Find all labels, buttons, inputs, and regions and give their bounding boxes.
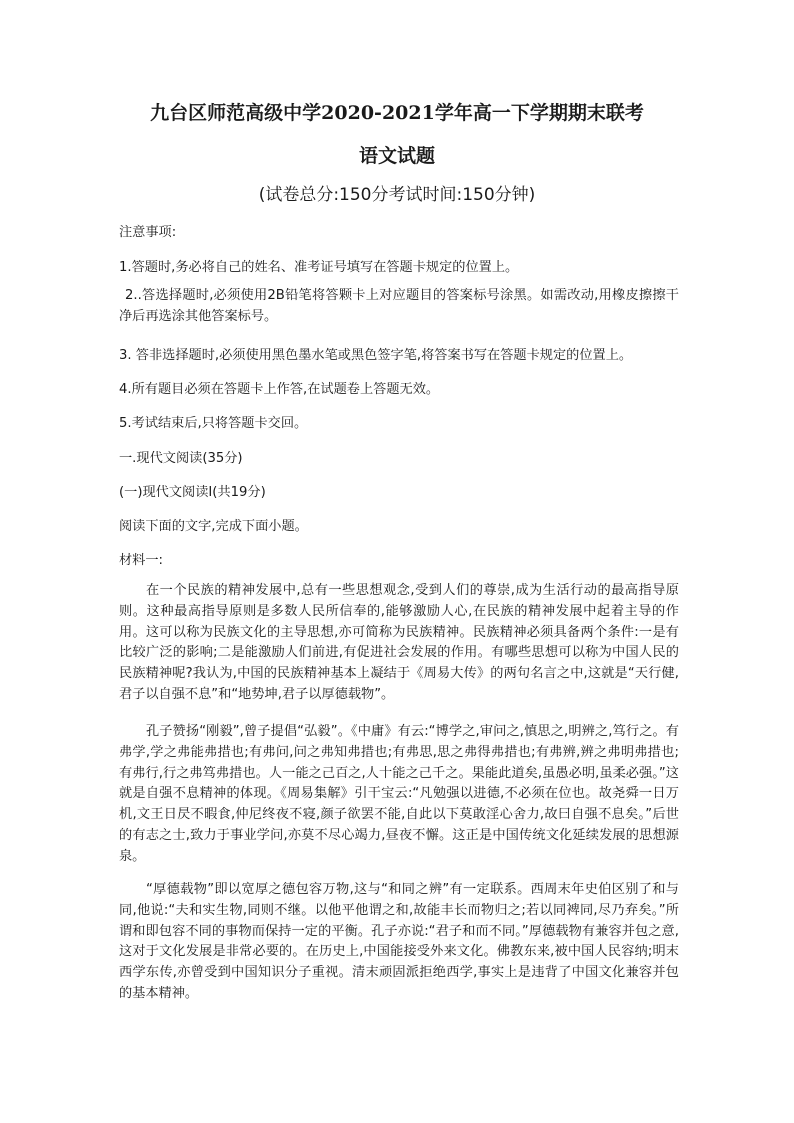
exam-info: (试卷总分:150分考试时间:150分钟): [258, 185, 536, 205]
paragraph-3: “厚德载物”即以宽厚之德包容万物,这与“和同之辨”有一定联系。西周末年史伯区别了和与同,他说:“夫和实生物,同则不继。以他平他谓之和,故能丰长而物归之;若以同裨同,尽乃弃矣。”所谓和即包容不同的事物而保持一定的平衡。孔子亦说:“君子和而不同。”厚德载物有兼容并包之意,这对于文化发展是非常必要的。在历史上,中国能接受外来文化。佛教东来,被中国人民容纳;明末西学东传,亦曾受到中国知识分子重视。清末顽固派拒绝西学,事实上是违背了中国文化兼容并包的基本精神。: [119, 882, 679, 1001]
note-item-3: 3. 答非选择题时,必须使用黑色墨水笔或黑色签字笔,将答案书写在答题卡规定的位置上。: [119, 348, 633, 363]
note-item-4: 4.所有题目必须在答题卡上作答,在试题卷上答题无效。: [119, 382, 440, 397]
section-instruction: 阅读下面的文字,完成下面小题。: [119, 519, 308, 534]
section-heading: 一.现代文阅读(35分): [119, 451, 243, 466]
note-item-5: 5.考试结束后,只将答题卡交回。: [119, 416, 308, 431]
exam-title: 九台区师范高级中学2020-2021学年高一下学期期末联考: [150, 102, 644, 124]
paragraph-1: 在一个民族的精神发展中,总有一些思想观念,受到人们的尊崇,成为生活行动的最高指导原则。这种最高指导原则是多数人民所信奉的,能够激励人心,在民族的精神发展中起着主导的作用。这可以称为民族文化的主导思想,亦可简称为民族精神。民族精神必须具备两个条件:一是有比较广泛的影响;二是能激励人们前进,有促进社会发展的作用。有哪些思想可以称为中国人民的民族精神呢?我认为,中国的民族精神基本上凝结于《周易大传》的两句名言之中,这就是“天行健,君子以自强不息”和“地势坤,君子以厚德载物”。: [119, 583, 679, 702]
notes-heading: 注意事项:: [119, 225, 177, 240]
section-sub-heading: (一)现代文阅读Ⅰ(共19分): [119, 485, 266, 500]
exam-subject: 语文试题: [358, 145, 435, 167]
note-item-2: 2..答选择题时,必须使用2B铅笔将答颗卡上对应题目的答案标号涂黑。如需改动,用橡皮擦擦干净后再选涂其他答案标号。: [119, 288, 679, 324]
paragraph-2: 孔子赞扬“刚毅”,曾子提倡“弘毅”。《中庸》有云:“博学之,审问之,慎思之,明辨之,笃行之。有弗学,学之弗能弗措也;有弗问,问之弗知弗措也;有弗思,思之弗得弗措也;有弗辨,辨之弗明弗措也;有弗行,行之弗笃弗措也。人一能之己百之,人十能之己千之。果能此道矣,虽愚必明,虽柔必强。”这就是自强不息精神的体现。《周易集解》引干宝云:“凡勉强以进德,不必须在位也。故尧舜一日万机,文王日昃不暇食,仲尼终夜不寝,颜子欲罢不能,自此以下莫敢淫心舍力,故曰自强不息矣。”后世的有志之士,致力于事业学问,亦莫不尽心竭力,昼夜不懈。这正是中国传统文化延续发展的思想源泉。: [119, 724, 679, 864]
note-item-1: 1.答题时,务必将自己的姓名、准考证号填写在答题卡规定的位置上。: [119, 260, 519, 275]
material-label: 材料一:: [119, 553, 164, 568]
